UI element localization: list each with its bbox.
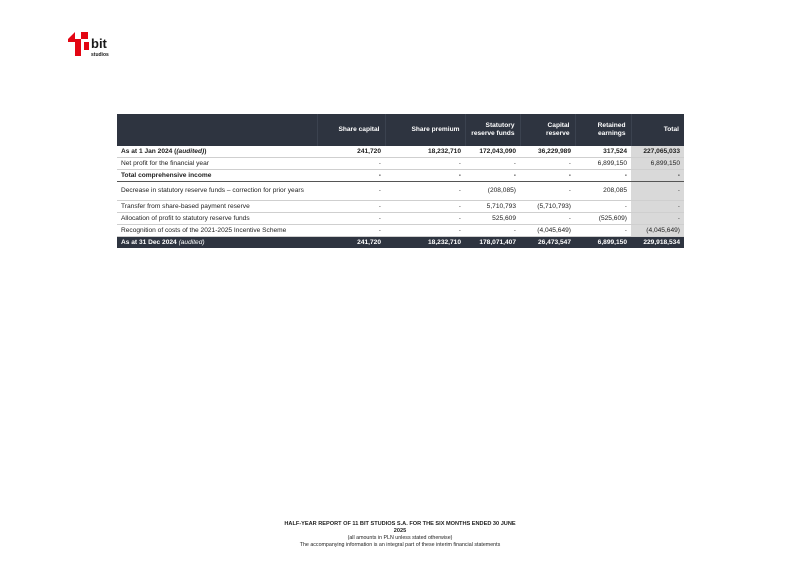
company-logo bbox=[67, 30, 123, 58]
row-label: Decrease in statutory reserve funds – correction for prior years bbox=[117, 182, 317, 201]
table-header-row bbox=[117, 114, 684, 146]
footer-report-title: HALF-YEAR REPORT OF 11 BIT STUDIOS S.A. FOR THE SIX MONTHS ENDED 30 JUNE bbox=[284, 521, 516, 527]
cell: - bbox=[385, 225, 465, 237]
row-label: As at 1 Jan 2024 ((audited)) bbox=[117, 146, 317, 158]
svg-text:studios: studios bbox=[91, 52, 109, 58]
cell: 18,232,710 bbox=[385, 237, 465, 249]
header-share-premium: Share premium bbox=[385, 114, 465, 146]
cell: 26,473,547 bbox=[520, 237, 575, 249]
total-cell: 6,899,150 bbox=[631, 158, 684, 170]
row-label: Transfer from share-based payment reserve bbox=[117, 201, 317, 213]
cell: 36,229,989 bbox=[520, 146, 575, 158]
total-cell: - bbox=[631, 170, 684, 182]
cell: 18,232,710 bbox=[385, 146, 465, 158]
cell: - bbox=[465, 158, 520, 170]
cell: - bbox=[465, 225, 520, 237]
cell: 6,899,150 bbox=[575, 158, 631, 170]
cell: - bbox=[317, 225, 385, 237]
cell: - bbox=[317, 213, 385, 225]
equity-changes-table bbox=[117, 114, 684, 248]
cell: (208,085) bbox=[465, 182, 520, 201]
cell: - bbox=[385, 158, 465, 170]
cell: 241,720 bbox=[317, 237, 385, 249]
cell: 317,524 bbox=[575, 146, 631, 158]
table-row bbox=[117, 182, 684, 201]
cell: 6,899,150 bbox=[575, 237, 631, 249]
table-row bbox=[117, 213, 684, 225]
cell: - bbox=[317, 182, 385, 201]
footer-currency-note: (all amounts in PLN unless stated otherwise) bbox=[347, 535, 453, 541]
cell: (5,710,793) bbox=[520, 201, 575, 213]
cell: - bbox=[317, 170, 385, 182]
cell: - bbox=[385, 182, 465, 201]
row-label: Net profit for the financial year bbox=[117, 158, 317, 170]
cell: - bbox=[385, 213, 465, 225]
table-row bbox=[117, 170, 684, 182]
cell: - bbox=[520, 182, 575, 201]
row-label: Recognition of costs of the 2021-2025 Incentive Scheme bbox=[117, 225, 317, 237]
total-cell: - bbox=[631, 182, 684, 201]
table-row bbox=[117, 146, 684, 158]
header-total: Total bbox=[631, 114, 684, 146]
total-cell: - bbox=[631, 201, 684, 213]
table-row bbox=[117, 237, 684, 249]
row-label: Total comprehensive income bbox=[117, 170, 317, 182]
cell: 178,071,407 bbox=[465, 237, 520, 249]
cell: - bbox=[520, 170, 575, 182]
cell: - bbox=[465, 170, 520, 182]
cell: 5,710,793 bbox=[465, 201, 520, 213]
cell: - bbox=[317, 201, 385, 213]
footer-report-year: 2025 bbox=[393, 528, 407, 534]
cell: 208,085 bbox=[575, 182, 631, 201]
cell: - bbox=[385, 170, 465, 182]
cell: 525,609 bbox=[465, 213, 520, 225]
header-capital-reserve: Capital reserve bbox=[520, 114, 575, 146]
row-label: Allocation of profit to statutory reserve funds bbox=[117, 213, 317, 225]
total-cell: 229,918,534 bbox=[631, 237, 684, 249]
header-retained-earnings: Retained earnings bbox=[575, 114, 631, 146]
header-description bbox=[117, 114, 317, 146]
cell: - bbox=[317, 158, 385, 170]
cell: 172,043,090 bbox=[465, 146, 520, 158]
cell: - bbox=[575, 170, 631, 182]
row-label: As at 31 Dec 2024 (audited) bbox=[117, 237, 317, 249]
cell: (525,609) bbox=[575, 213, 631, 225]
cell: - bbox=[520, 213, 575, 225]
cell: - bbox=[385, 201, 465, 213]
cell: (4,045,649) bbox=[520, 225, 575, 237]
total-cell: 227,065,033 bbox=[631, 146, 684, 158]
cell: 241,720 bbox=[317, 146, 385, 158]
total-cell: (4,045,649) bbox=[631, 225, 684, 237]
page-footer bbox=[0, 521, 800, 549]
svg-text:bit: bit bbox=[91, 36, 107, 51]
cell: - bbox=[575, 201, 631, 213]
header-share-capital: Share capital bbox=[317, 114, 385, 146]
header-statutory-reserve: Statutory reserve funds bbox=[465, 114, 520, 146]
cell: - bbox=[575, 225, 631, 237]
table-row bbox=[117, 158, 684, 170]
table-row bbox=[117, 225, 684, 237]
total-cell: - bbox=[631, 213, 684, 225]
footer-disclaimer: The accompanying information is an integral part of these interim financial statements bbox=[299, 542, 501, 548]
table-row bbox=[117, 201, 684, 213]
cell: - bbox=[520, 158, 575, 170]
